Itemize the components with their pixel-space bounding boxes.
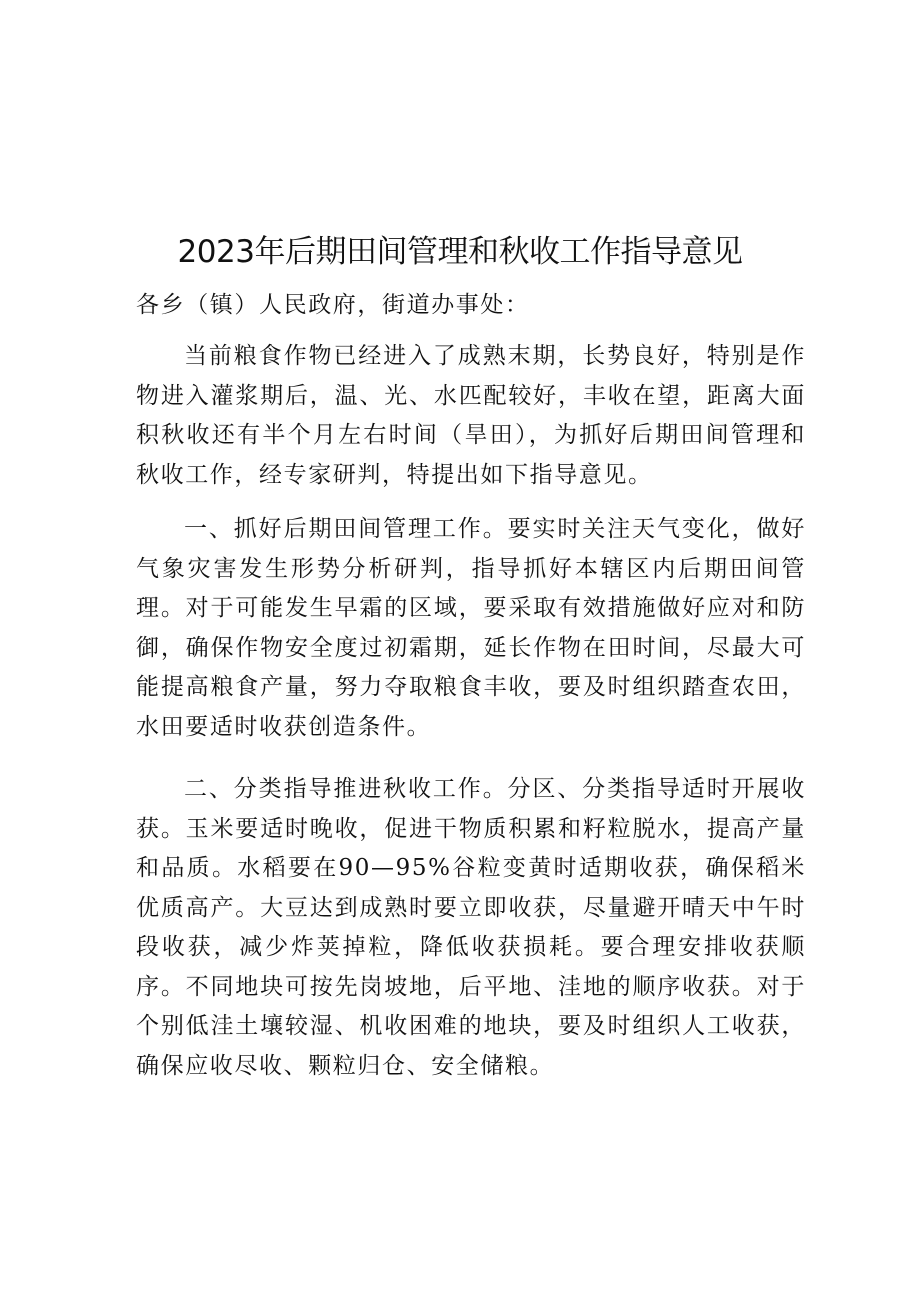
salutation: 各乡（镇）人民政府，街道办事处： bbox=[136, 292, 530, 318]
document-title: 2023年后期田间管理和秋收工作指导意见 bbox=[177, 234, 743, 270]
paragraph-field-management: 一、抓好后期田间管理工作。要实时关注天气变化，做好气象灾害发生形势分析研判，指导抓好本辖区内后期田间管理。对于可能发生早霜的区域，要采取有效措施做好应对和防御，确保作物安全度过初霜期，延长作物在田时间，尽最大可能提高粮食产量，努力夺取粮食丰收，要及时组织踏查农田，水田要适时收获创造条件。 bbox=[136, 516, 806, 740]
paragraph-intro: 当前粮食作物已经进入了成熟末期，长势良好，特别是作物进入灌浆期后，温、光、水匹配较好，丰收在望，距离大面积秋收还有半个月左右时间（旱田），为抓好后期田间管理和秋收工作，经专家研判，特提出如下指导意见。 bbox=[136, 343, 806, 488]
paragraph-autumn-harvest: 二、分类指导推进秋收工作。分区、分类指导适时开展收获。玉米要适时晚收，促进干物质积累和籽粒脱水，提高产量和品质。水稻要在90—95%谷粒变黄时适期收获，确保稻米优质高产。大豆达到成熟时要立即收获，尽量避开晴天中午时段收获，减少炸荚掉粒，降低收获损耗。要合理安排收获顺序。不同地块可按先岗坡地，后平地、洼地的顺序收获。对于个别低洼土壤较湿、机收困难的地块，要及时组织人工收获，确保应收尽收、颗粒归仓、安全储粮。 bbox=[136, 776, 806, 1079]
